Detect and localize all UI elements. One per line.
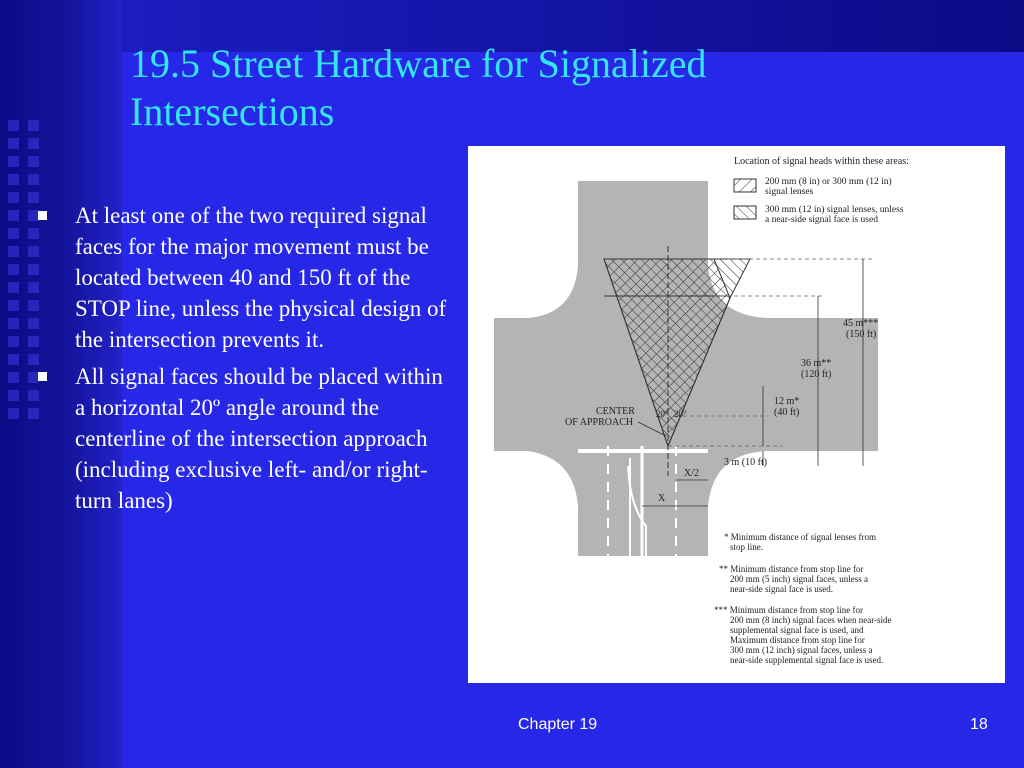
note-2-line: ** Minimum distance from stop line for [719,564,864,574]
angle-left: 20° [656,409,669,419]
label-x: X [658,493,666,504]
note-3-line: 200 mm (8 inch) signal faces when near-side [730,615,892,625]
bullet-text: All signal faces should be placed within a horizontal 20º angle around the centerline of the intersection approach (including exclusive left- and/or right-turn lanes) [75,364,443,513]
dim-36-ft: (120 ft) [801,369,832,380]
dim-45-m: 45 m*** [843,318,879,329]
center-label-1: CENTER [596,406,635,417]
bullet-text: At least one of the two required signal faces for the major movement must be located between 40 and 150 ft of the STOP line, unless the physical design of the intersection prevents it. [75,203,447,352]
page-number: 18 [970,716,988,733]
note-3-line: supplemental signal face is used, and [730,625,864,635]
intersection-diagram [468,146,1005,683]
dim-3: 3 m (10 ft) [724,457,768,468]
bullet-list [38,200,450,522]
legend-title: Location of signal heads within these areas: [734,156,909,167]
note-3-line: *** Minimum distance from stop line for [714,605,863,615]
label-x-half: X/2 [684,468,699,479]
bullet-square-icon [38,372,47,381]
note-3-line: near-side supplemental signal face is used. [730,655,884,665]
footer-chapter: Chapter 19 [518,716,598,733]
legend-2-line1: 300 mm (12 in) signal lenses, unless [765,205,904,215]
angle-right: 20° [674,409,687,419]
bullet-item [38,361,450,516]
legend-2-line2: a near-side signal face is used [765,215,878,225]
dim-36-m: 36 m** [801,358,832,369]
dim-12-ft: (40 ft) [774,407,800,418]
dim-12-m: 12 m* [774,396,800,407]
note-1-line: stop line. [730,542,763,552]
figure-notes [714,532,892,665]
center-label-2: OF APPROACH [565,417,634,428]
slide-title: 19.5 Street Hardware for Signalized Intersections [130,41,707,134]
legend-swatch-2 [734,206,756,219]
note-2-line: 200 mm (5 inch) signal faces, unless a [730,574,868,584]
signal-placement-figure [468,146,1005,683]
note-3-line: Maximum distance from stop line for [730,635,865,645]
note-1-line: * Minimum distance of signal lenses from [724,532,876,542]
note-2-line: near-side signal face is used. [730,584,834,594]
dim-45-ft: (150 ft) [846,329,877,340]
note-3-line: 300 mm (12 inch) signal faces, unless a [730,645,873,655]
bullet-item [38,200,450,355]
bullet-square-icon [38,211,47,220]
legend-1-line1: 200 mm (8 in) or 300 mm (12 in) [765,177,892,187]
legend-1-line2: signal lenses [765,187,814,197]
legend-swatch-1 [734,179,756,192]
